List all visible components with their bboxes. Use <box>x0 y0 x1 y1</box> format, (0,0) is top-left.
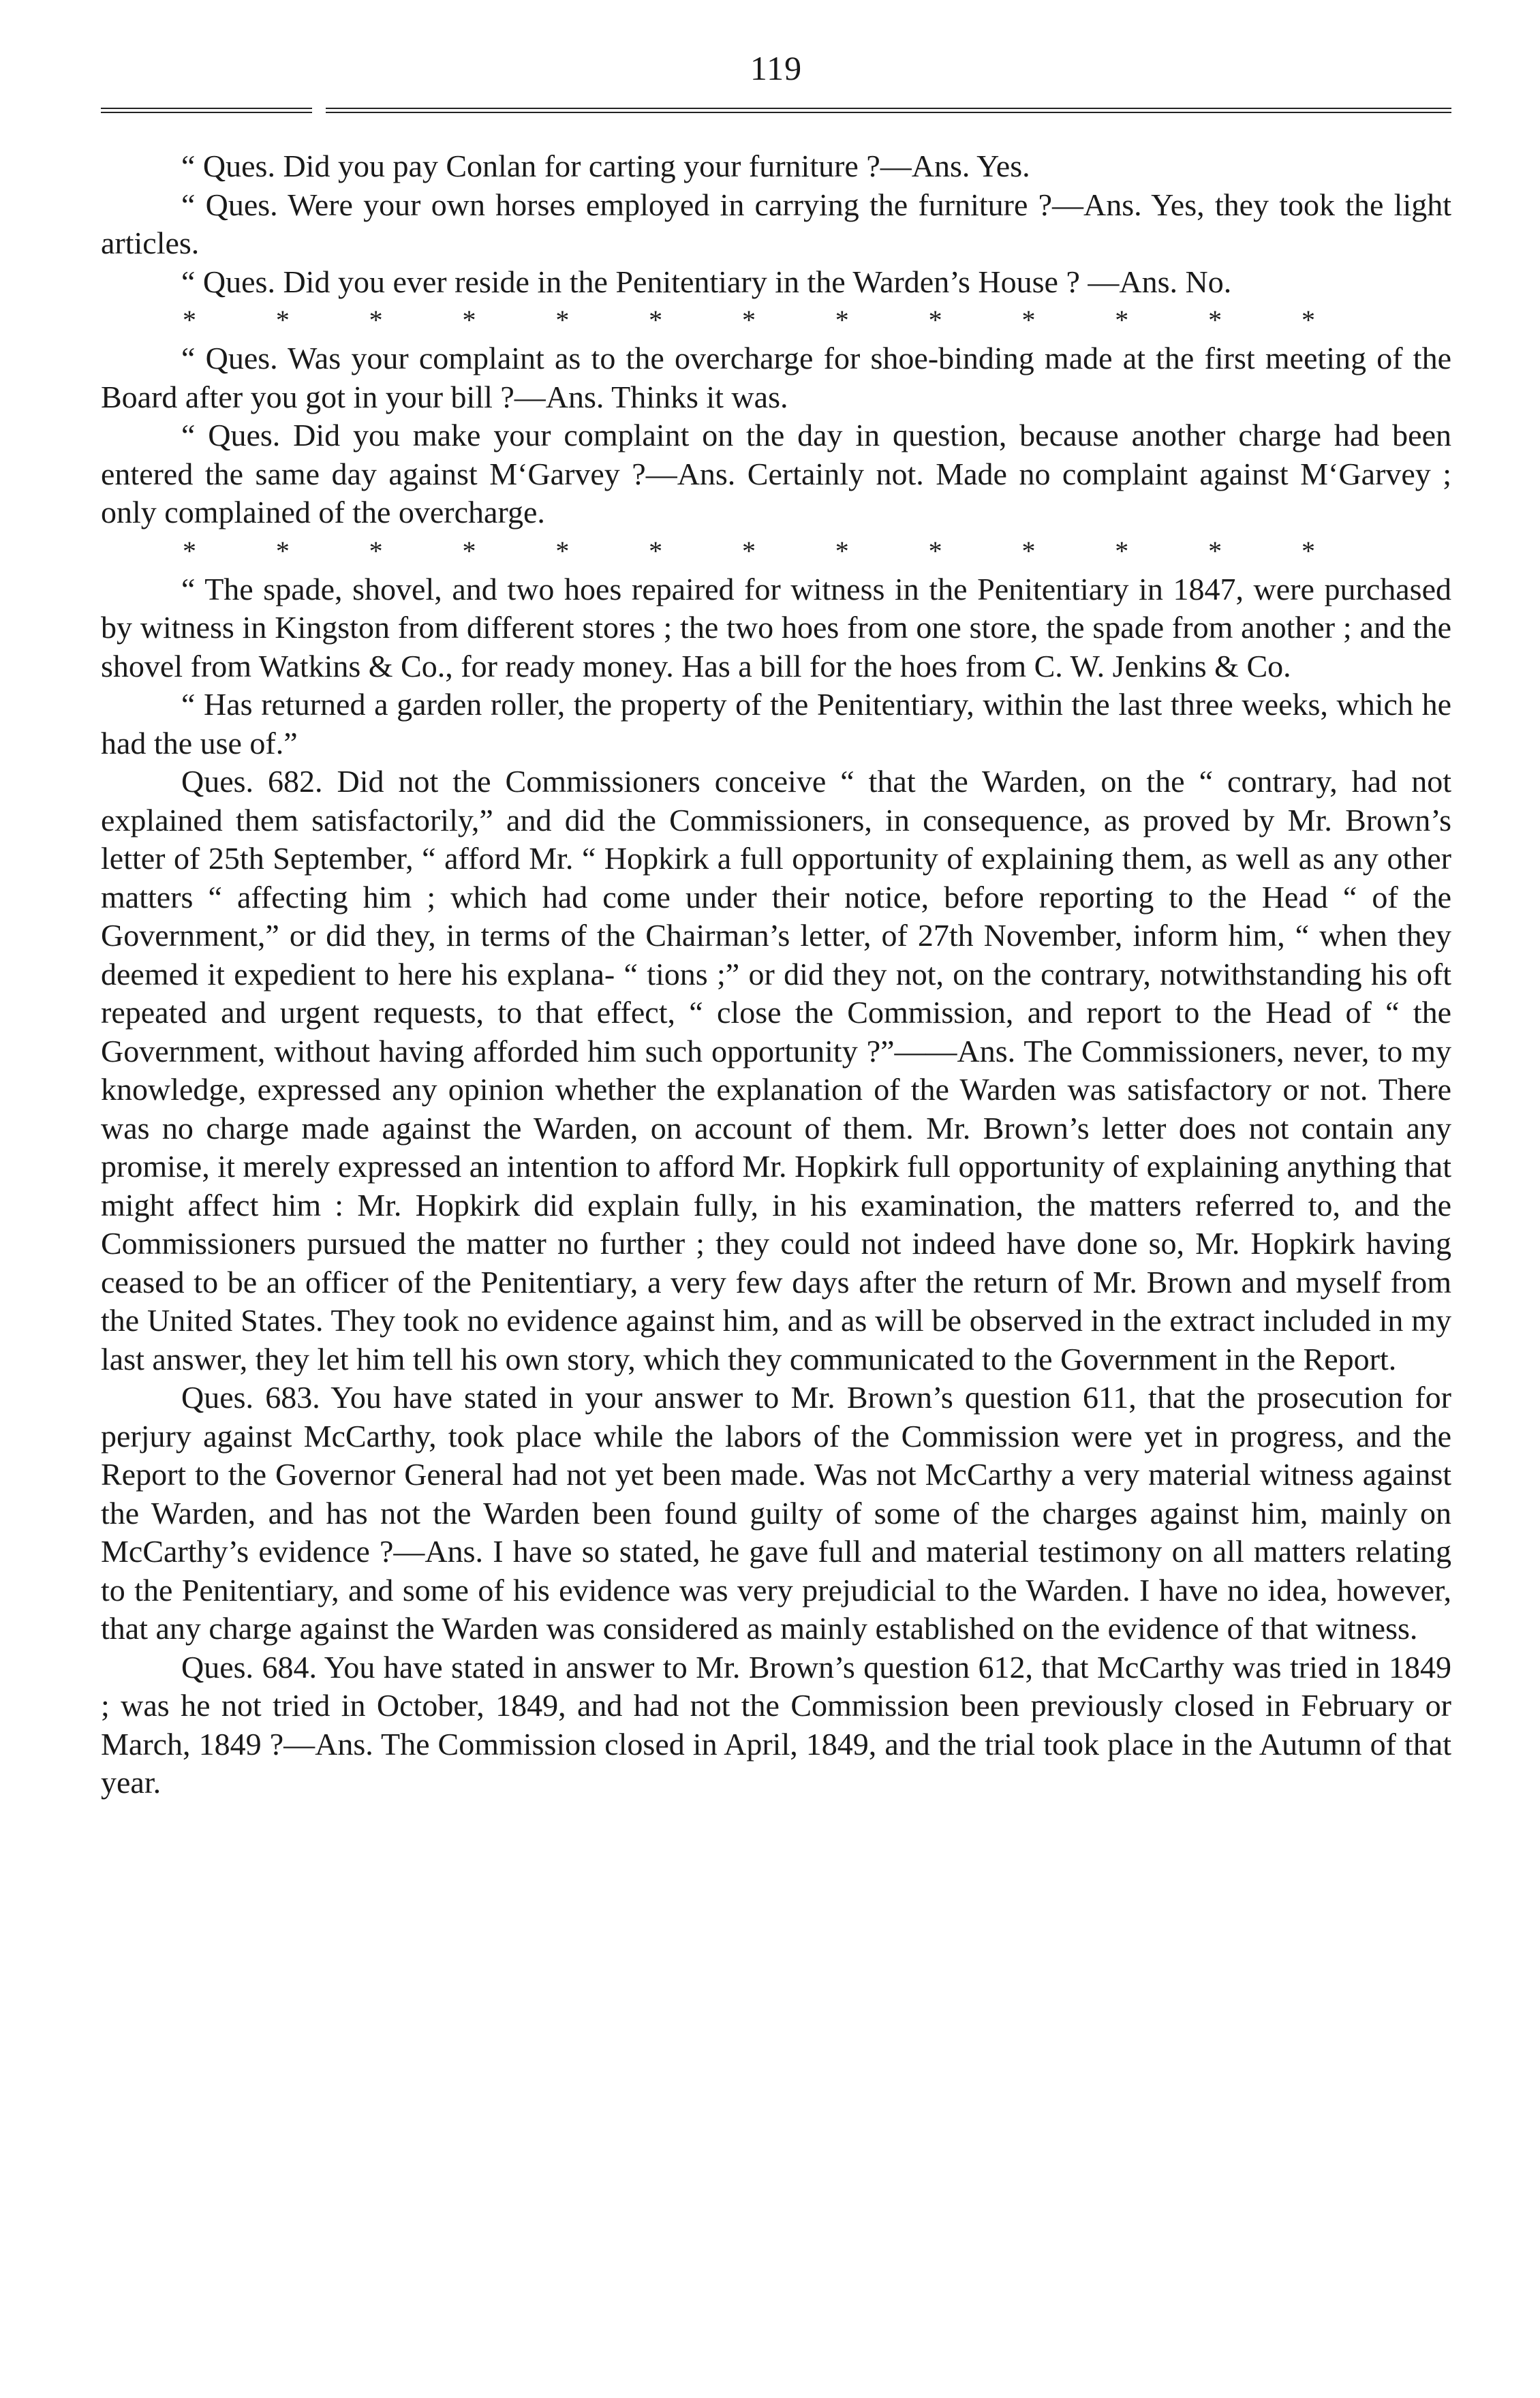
body-text <box>101 147 1451 1802</box>
paragraph: “ Has returned a garden roller, the property of the Penitentiary, within the last three weeks, which he had the use of.” <box>101 687 1451 760</box>
asterisk-separator <box>101 532 1451 570</box>
asterisk: * <box>649 305 663 335</box>
asterisk: * <box>835 535 849 566</box>
asterisk: * <box>1208 305 1222 335</box>
asterisk: * <box>928 535 942 566</box>
paragraph: “ Ques. Were your own horses employed in carrying the furniture ?—Ans. Yes, they took the light articles. <box>101 187 1451 260</box>
asterisk: * <box>462 305 476 335</box>
asterisk: * <box>183 305 196 335</box>
paragraph: “ Ques. Did you ever reside in the Penitentiary in the Warden’s House ? —Ans. No. <box>181 264 1232 299</box>
paragraph: Ques. 682. Did not the Commissioners conceive “ that the Warden, on the “ contrary, had not explained them satisfactorily,” and did the Commissioners, in consequence, as proved by Mr. Brown’s letter of 25th September, “ afford Mr. “ Hopkirk a full opportunity of explaining them, as well as any other matters “ affecting him ; which had come under their notice, before reporting to the Head “ of the Government,” or did they, in terms of the Chairman’s letter, of 27th November, inform him, “ when they deemed it expedient to here his explana- “ tions ;” or did they not, on the contrary, notwithstanding his oft repeated and urgent requests, to that effect, “ close the Commission, and report to the Head of “ the Government, without having afforded him such opportunity ?”——Ans. The Commissioners, never, to my knowledge, expressed any opinion whether the explanation of the Warden was satisfactory or not. There was no charge made against the Warden, on account of them. Mr. Brown’s letter does not contain any promise, it merely expressed an intention to afford Mr. Hopkirk full opportunity of explaining anything that might affect him : Mr. Hopkirk did explain fully, in his examination, the matters referred to, and the Commissioners pursued the matter no further ; they could not indeed have done so, Mr. Hopkirk having ceased to be an officer of the Penitentiary, a very few days after the return of Mr. Brown and myself from the United States. They took no evidence against him, and as will be observed in the extract included in my last answer, they let him tell his own story, which they communicated to the Government in the Report. <box>101 764 1451 1377</box>
asterisk: * <box>462 535 476 566</box>
paragraph: “ The spade, shovel, and two hoes repaired for witness in the Penitentiary in 1847, were purchased by witness in Kingston from different stores ; the two hoes from one store, the spade from another ; and the shovel from Watkins & Co., for ready money. Has a bill for the hoes from C. W. Jenkins & Co. <box>101 571 1451 683</box>
paragraph: “ Ques. Did you pay Conlan for carting your furniture ?—Ans. Yes. <box>181 149 1030 183</box>
asterisk: * <box>369 535 383 566</box>
header-rule-left <box>101 108 312 113</box>
asterisk: * <box>928 305 942 335</box>
asterisk: * <box>1208 535 1222 566</box>
asterisk: * <box>275 305 290 335</box>
header-rule <box>101 108 1451 120</box>
page-number: 119 <box>750 49 803 87</box>
asterisk: * <box>741 535 756 566</box>
asterisk: * <box>1115 535 1129 566</box>
paragraph: Ques. 684. You have stated in answer to Mr. Brown’s question 612, that McCarthy was tried in 1849 ; was he not tried in October, 1849, and had not the Commission been previously closed in February or March, 1849 ?—Ans. The Commission closed in April, 1849, and the trial took place in the Autumn of that year. <box>101 1649 1451 1800</box>
header-rule-right <box>326 108 1451 113</box>
asterisk-separator <box>101 301 1451 339</box>
asterisk: * <box>649 535 663 566</box>
asterisk: * <box>741 305 756 335</box>
asterisk: * <box>1021 305 1036 335</box>
asterisk: * <box>183 535 196 566</box>
asterisk: * <box>1021 535 1036 566</box>
paragraph: “ Ques. Was your complaint as to the overcharge for shoe-binding made at the first meeting of the Board after you got in your bill ?—Ans. Thinks it was. <box>101 341 1451 414</box>
asterisk: * <box>1301 535 1315 566</box>
asterisk: * <box>835 305 849 335</box>
asterisk: * <box>555 535 570 566</box>
paragraph: Ques. 683. You have stated in your answer to Mr. Brown’s question 611, that the prosecution for perjury against McCarthy, took place while the labors of the Commission were yet in progress, and the Report to the Governor General had not yet been made. Was not McCarthy a very material witness against the Warden, and has not the Warden been found guilty of some of the charges against him, mainly on McCarthy’s evidence ?—Ans. I have so stated, he gave full and material testimony on all matters relating to the Penitentiary, and some of his evidence was very prejudicial to the Warden. I have no idea, however, that any charge against the Warden was considered as mainly established on the evidence of that witness. <box>101 1380 1451 1646</box>
asterisk: * <box>275 535 290 566</box>
paragraph: “ Ques. Did you make your complaint on the day in question, because another charge had been entered the same day against M‘Garvey ?—Ans. Certainly not. Made no complaint against M‘Garvey ; only complained of the overcharge. <box>101 418 1451 529</box>
asterisk: * <box>369 305 383 335</box>
asterisk: * <box>1301 305 1315 335</box>
asterisk: * <box>555 305 570 335</box>
asterisk: * <box>1115 305 1129 335</box>
